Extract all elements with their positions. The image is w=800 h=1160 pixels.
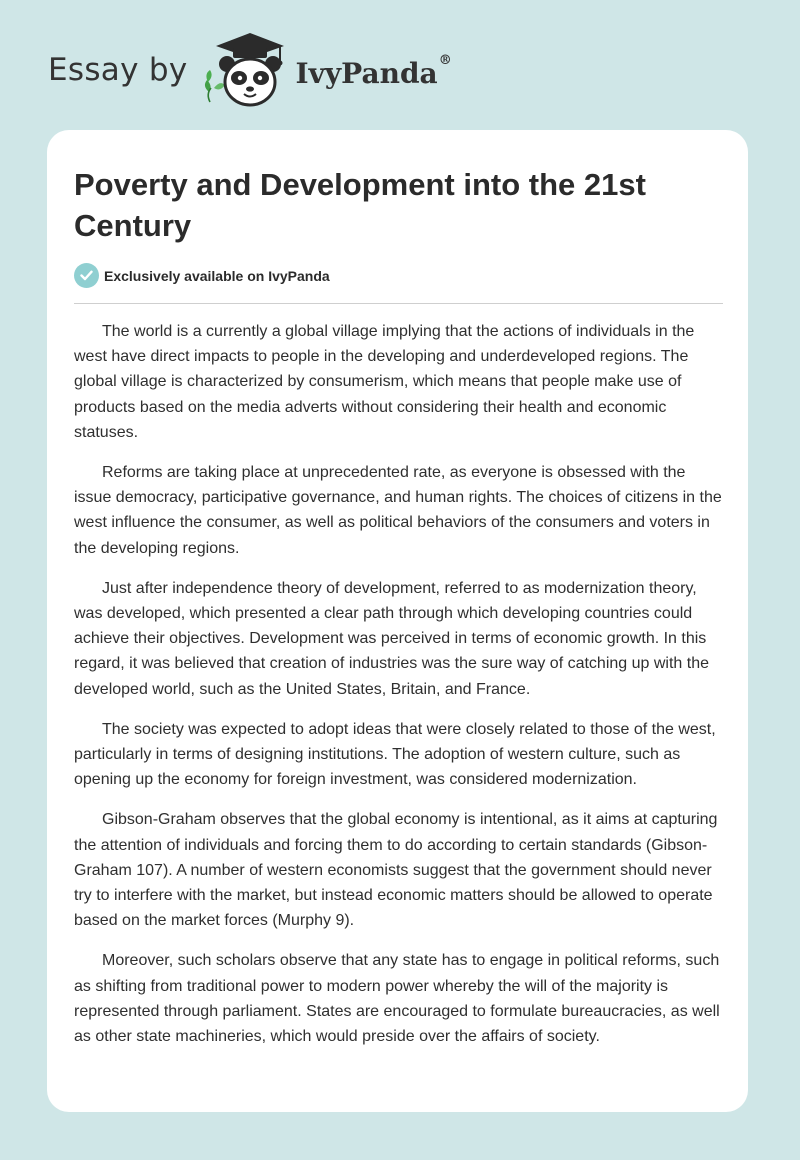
essay-by-label: Essay by [48, 52, 188, 88]
paragraph: The society was expected to adopt ideas that were closely related to those of the west, particularly in terms of designing institutions. The adoption of western culture, such as opening up the economy for foreign investment, was considered modernization. [74, 720, 716, 789]
paragraph: The world is a currently a global village implying that the actions of individuals in the west have direct impacts to people in the developing and underdeveloped regions. The global village is characterized by consumerism, which means that people make use of products based on the media adverts without considering their health and economic statuses. [74, 323, 695, 441]
exclusive-label: Exclusively available on IvyPanda [104, 267, 330, 284]
essay-card [47, 130, 748, 1112]
exclusive-badge [74, 263, 330, 288]
leaf-icon [204, 70, 224, 102]
site-header [48, 30, 452, 110]
check-circle-icon [74, 263, 99, 288]
brand-name: IvyPanda [295, 56, 438, 90]
paragraph: Gibson-Graham observes that the global economy is intentional, as it aims at capturing the attention of individuals and forcing them to do according to certain standards (Gibson-Graham 107). A number of western economists suggest that the government should never try to interfere with the market, but instead economic matters should be allowed to operate based on the market forces (Murphy 9). [74, 811, 718, 930]
brand-logo[interactable] [295, 52, 452, 90]
page-title: Poverty and Development into the 21st Century [74, 167, 646, 243]
registered-mark: ® [438, 52, 452, 68]
paragraph: Just after independence theory of development, referred to as modernization theory, was developed, which presented a clear path through which developing countries could achieve their objectives. Development was perceived in terms of economic growth. In this regard, it was believed that creation of industries was the sure way of catching up with the developed world, such as the United States, Britain, and France. [74, 579, 710, 698]
divider [74, 303, 723, 304]
panda-graduate-icon[interactable] [200, 30, 292, 110]
paragraph: Moreover, such scholars observe that any state has to engage in political reforms, such as shifting from traditional power to modern power whereby the will of the majority is represented through parliament. States are encouraged to formulate bureaucracies, as well as other state machineries, which would preside over the affairs of society. [74, 952, 720, 1046]
essay-body [74, 319, 724, 1064]
paragraph: Reforms are taking place at unprecedented rate, as everyone is obsessed with the issue democracy, participative governance, and human rights. The choices of citizens in the west influence the consumer, as well as political behaviors of the consumers and voters in the developing regions. [74, 464, 722, 557]
